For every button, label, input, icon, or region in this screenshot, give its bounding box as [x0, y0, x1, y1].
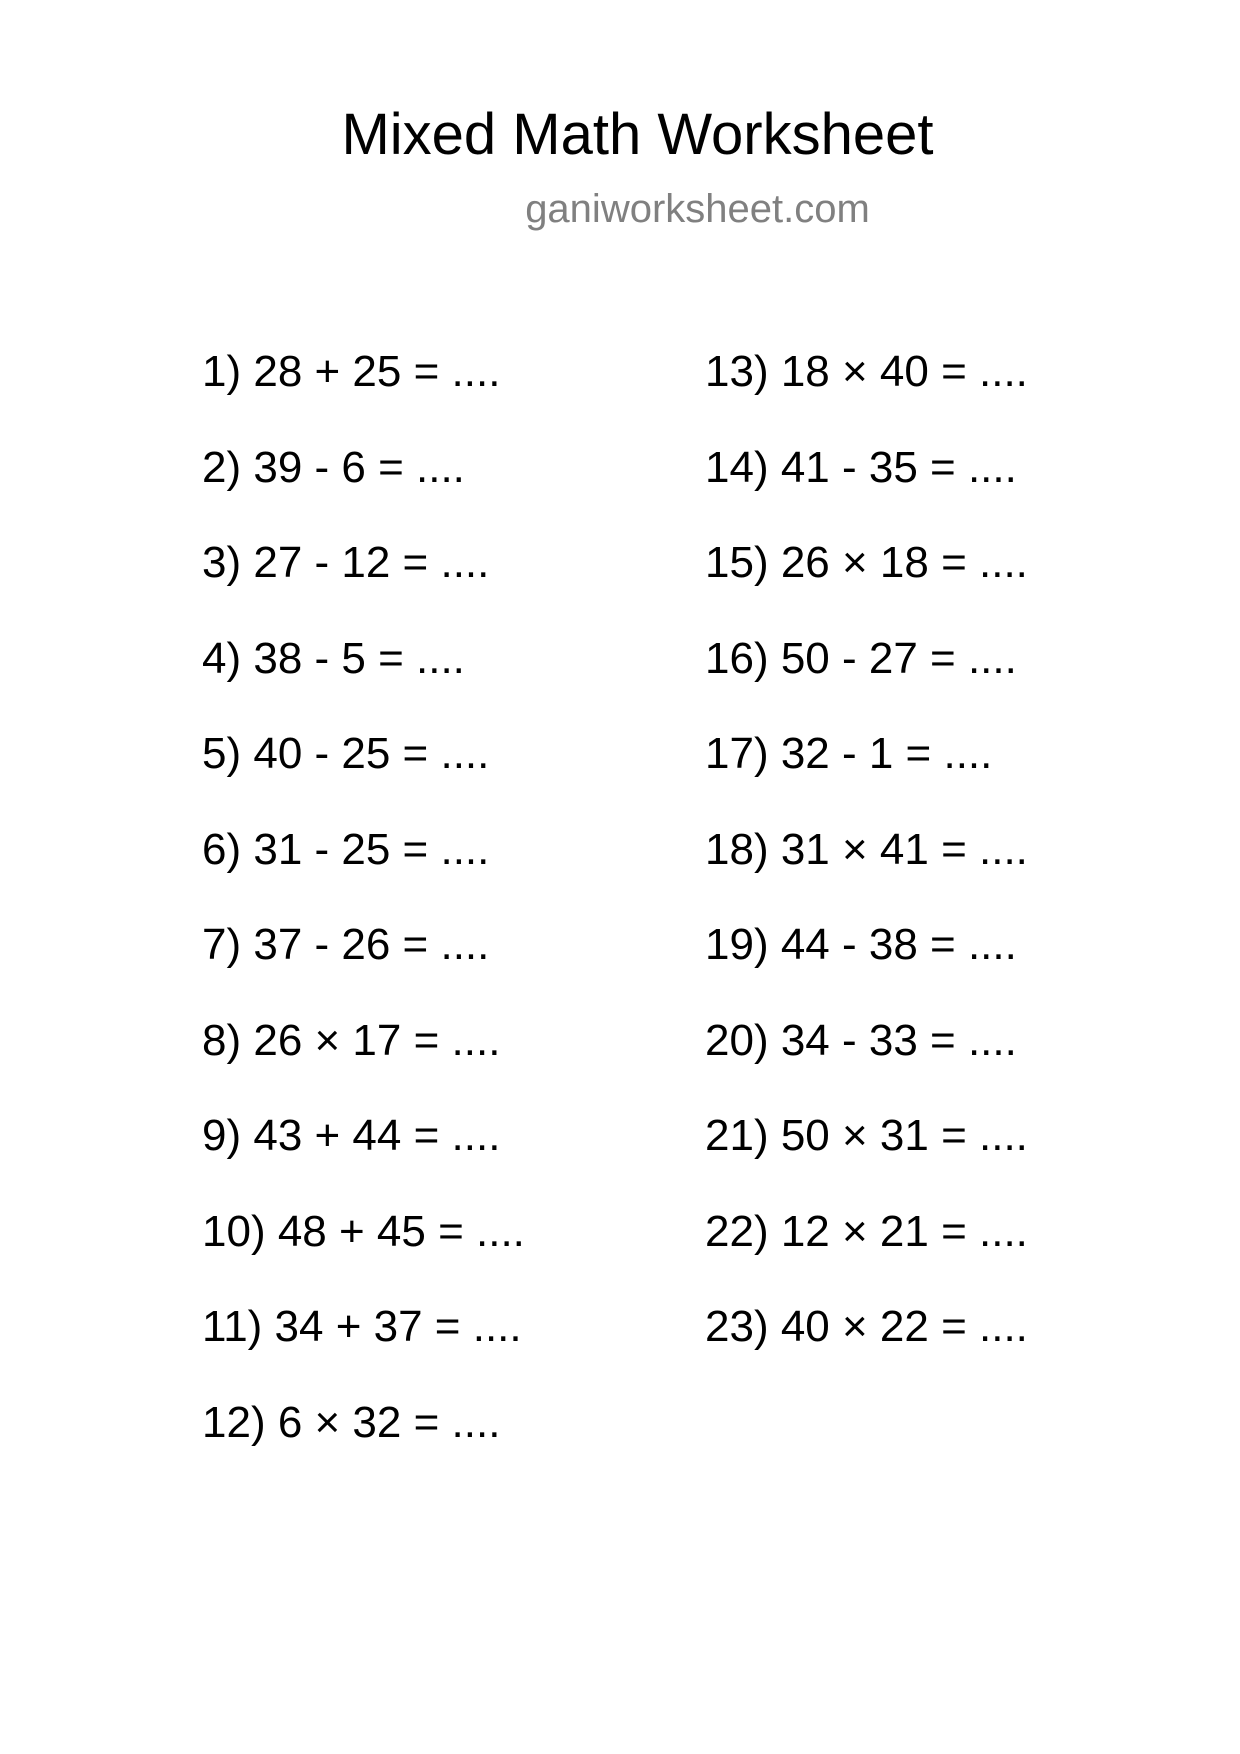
- problem-1: 1) 28 + 25 = ....: [202, 347, 501, 396]
- problem-5: 5) 40 - 25 = ....: [202, 729, 490, 778]
- problem-14: 14) 41 - 35 = ....: [705, 442, 1017, 492]
- problem-23: 23) 40 × 22 = ....: [705, 1302, 1028, 1351]
- problem-6: 6) 31 - 25 = ....: [202, 824, 490, 874]
- problem-column-left: [202, 348, 525, 1494]
- problem-12: 12) 6 × 32 = ....: [202, 1397, 501, 1447]
- problem-19: 19) 44 - 38 = ....: [705, 920, 1017, 969]
- problem-18: 18) 31 × 41 = ....: [705, 824, 1028, 874]
- problem-15: 15) 26 × 18 = ....: [705, 538, 1028, 587]
- problem-16: 16) 50 - 27 = ....: [705, 633, 1017, 683]
- problem-2: 2) 39 - 6 = ....: [202, 442, 465, 492]
- worksheet-title: Mixed Math Worksheet: [341, 102, 934, 167]
- problem-17: 17) 32 - 1 = ....: [705, 729, 993, 778]
- problem-9: 9) 43 + 44 = ....: [202, 1111, 501, 1160]
- problem-column-right: [705, 348, 1028, 1399]
- problem-21: 21) 50 × 31 = ....: [705, 1111, 1028, 1160]
- problem-13: 13) 18 × 40 = ....: [705, 347, 1028, 396]
- problem-11: 11) 34 + 37 = ....: [202, 1302, 522, 1351]
- website-text: ganiworksheet.com: [525, 187, 870, 231]
- problem-22: 22) 12 × 21 = ....: [705, 1206, 1028, 1256]
- problem-3: 3) 27 - 12 = ....: [202, 538, 490, 587]
- problem-20: 20) 34 - 33 = ....: [705, 1015, 1017, 1065]
- problem-10: 10) 48 + 45 = ....: [202, 1206, 525, 1256]
- problem-8: 8) 26 × 17 = ....: [202, 1015, 501, 1065]
- problem-4: 4) 38 - 5 = ....: [202, 633, 465, 683]
- problem-7: 7) 37 - 26 = ....: [202, 920, 490, 969]
